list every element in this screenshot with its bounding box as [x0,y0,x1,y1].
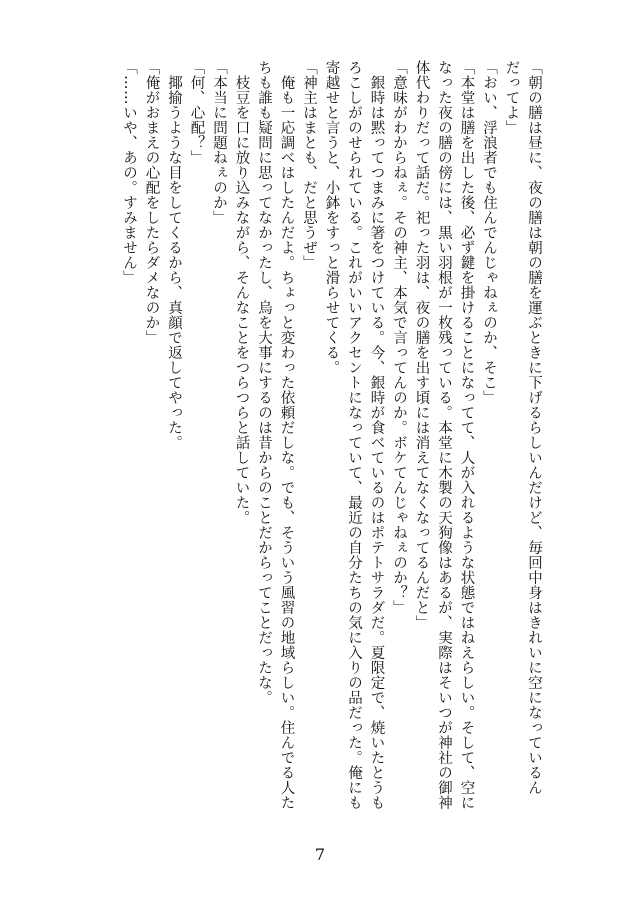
text-line: 「本堂は膳を出した後、必ず鍵を掛けることになってて、人が入れるような状態ではねえらしい。そして、空に [458,60,475,810]
text-line: 「……いや、あの。すみません」 [121,60,137,285]
text-line: 枝豆を口に放り込みながら、そんなことをつらつらと話していた。 [233,60,250,525]
text-line: 体代わりだって話だ。祀った羽は、夜の膳を出す頃には消えてなくなってるんだと」 [413,60,430,630]
text-line: 「俺がおまえの心配をしたらダメなのか」 [143,60,160,345]
text-line: ちも誰も疑問に思ってなかったし、烏を大事にするのは昔からのことだからってことだったな。 [256,60,272,705]
vertical-text-body [95,60,545,810]
text-line: ろこしがのせられている。これがいいアクセントになっていて、最近の自分たちの気に入りの品だった。俺にも [346,60,362,810]
text-line: 揶揄うような目をしてくるから、真顔で返してやった。 [166,60,182,450]
text-line: 「神主はまとも、だと思うぜ」 [301,60,317,270]
text-line: 「本当に問題ねぇのか」 [211,60,227,225]
text-line: 銀時は黙ってつまみに箸をつけている。今、銀時が食べているのはポテトサラダだ。夏限定で、焼いたとうも [368,60,385,810]
text-line: なった夜の膳の傍には、黒い羽根が一枚残っている。本堂に木製の天狗像はあるが、実際はそいつが神社の御神 [436,60,452,810]
text-line: 「何、心配？」 [188,60,205,165]
text-line: 寄越せと言うと、小鉢をすっと滑らせてくる。 [323,60,340,375]
text-line: 「朝の膳は昼に、夜の膳は朝の膳を運ぶときに下げるらしいんだけど、毎回中身はきれいに空になっているん [526,60,542,795]
text-line: 「おい、浮浪者でも住んでんじゃねぇのか、そこ」 [481,60,497,405]
text-line: 「意味がわからねぇ。その神主、本気で言ってんのか。ボケてんじゃねぇのか？」 [391,60,407,615]
text-line: だってよ」 [503,60,520,135]
text-line: 俺も一応調べはしたんだよ。ちょっと変わった依頼だしな。でも、そういう風習の地域らしい。住んでる人た [278,60,295,810]
page-number: 7 [314,845,326,864]
